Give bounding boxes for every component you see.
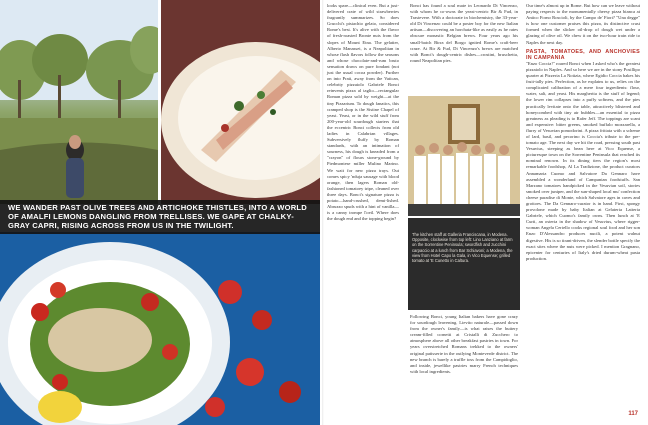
- photo-caption-text: The kitchen staff at Galleria Franciscana, in Modena. Opposite, clockwise from top left: Lino Lanziano at farm on the Sorrentine Peninsula; swordfish and zucchini carpaccio at a lunch from Bar Schiavoni; a Modena, the view from Hotel Capo la Gala, in Vico Equense; grilled tomato at 'E Cunetto in Caltura.: [412, 232, 513, 264]
- column-2-text: Bonci has found a soul mate in Leonardo Di Vincenzo, with whom he co-owns the yeast-centric Bir & Fud, in Trastevere. With a doctorate in biochemistry, the 33-year-old Di Vincenzo could be a poster boy for the new Italian artisan—discovering an horchata-like as easily as he rates obscure monastic Belgian brews. Four years ago his small-batch Birra del Borgo ignited Rome's craft-beer craze. At Bir & Fud, Di Vincenzo's brews are matched with Bonci's dough-centric dishes—crostini, bruschetta, round Neapolitan pies.: [410, 3, 518, 63]
- column-3-text: Our time's almost up in Rome. But how can we leave without paying respects to the monumentally cheesy pizza bianca at Antico Forno Roscioli, by the Campo de' Fiori? "Una degge" is how one customer praises this pizza, its distinctive crust formed when the slicker oil-drop of dough wet under a glazing of olive oil. We chew it on the two-hour train ride to Naples the next day.: [526, 3, 640, 45]
- column-3-lower-text: "Enzo Coccia!" roared Bonci when I asked who's the greatest pizzaiolo in Naples. And so here we are in the stony Posillipo quarter at Pizzeria La Notizia, where Egidio Coccia bakes his fruit-tally pies. Perfection, as he explains to us, relies on the complicated calibration of a mere four ingredients: flour, water, salt, and yeast. His margherita is the stuff of legend; the lower rim collapses into a puffy softness, and the pies practically levitate onto the table, attractively blistered and honeycombed with tiny air bubbles—an essential to pizza greatness as pleading is to Rafer Jeff. The toppings are scant and expensive: bitter greens, smoked buffalo mozzarella, a flurry of Vesuvian pomodorini. A pizza frittata with a scheme of lard, basil, and pecorino is Coccia's tribute to the pre-tomato age. The next day we hit the road, pressing south past Vesuvius, steeping as bean here at Vico Equense, a picturesque town on the Sorrentine Peninsula that reached its nominal renown. In its dining tiers the region's most remarkable foodshop, Al La Tradizione, the product curators Annamaria Cuomo and Salvatore Da Gennaro have assembled a wonderland of Campanian foodstuffs. San Marzano tomatoes handpicked in the Vesuvian soil, stories smoked over juniper, and the sun-shaped local mu' confection cheese paradise di Monte, which Salvatore ages in caves and grottoes. The Da Gennaro-curator is in hand. First, spongy provolone made by baby Italian at Gelateria Latteria Gabriele, which Cuomo's family owns. Then lunch at 'E Curti, an osteria in the shadow of Vesuvius, where rigger-woman Angela Ceriello cooks regional soul food and her son Enzo D'Alessandro produces nucili, a potent walnut digestive. His is so tirant-driven, the slender bottle specify the exact sites where the nuts were picked. I mention Gragnano, epicenter for centuries of Italy's dried durum-wheat pasta production.: [526, 60, 640, 261]
- photo-kitchen-staff: [408, 96, 520, 216]
- text-column-2: [410, 3, 518, 64]
- column-1-text: looks spare—clinical even. But a just-delivered crate of wild strawberries fragrantly summarizes. So does Grucchi's pistachio gelato, considered Rome's best. It's alive with the flavor of fresh-roasted Bronte nuts from the slopes of Mount Etna. The gelatier, Alberto Manassei, is a Neapolitan in whose flash flavors follow the seasons and whose chocolate-and-rum bruto sensation draws on pure fondant (not just the usual cocoa powder). Further on into Prati, away from the Vatican, celebrity pizzaiolo Gabriele Bonci reinvents pizza al taglio—rectangular Roman pizza sold by weight—at the tiny Pizzarium. To dough fanatics, this cramped shop is the Sistine Chapel of yeast. Yeast, or in the wild stuff from 200-year-old sourdough starters that the eccentric Bonci collects from old ladies in Calabrian villages. Subversively fluffy by Roman standards, with an intimation of sourness, his dough is kneaded from a "crayon" of flours stone-ground by Piedmontese miller Mulino Marino. We wait for new pizza trays. Out comes spicy 'nduja sausage with blood orange, then lagers Roman old-fashioned tomatoey tripe, cleaned over three days. Bonci's signature pizza is potato—hand-crushed, demi-lished. Abruzzo spuds with a hint of vanilla—is a canny trompe l'oeil. Where does the dough end and the topping begin?: [327, 3, 399, 222]
- photo-caption: [412, 232, 516, 263]
- staff-illustration: [408, 96, 520, 216]
- photo-plated-dish: [161, 0, 320, 204]
- column-2-lower-text: Following Bonci, young Italian bakers have gone crazy for sourdough leavening. Lievito naturale—passed down from the owner's family—is what raises the buttery cream-filled cornetti at Cristalli di Zucchero to atmosphere above all other breakfast pastries in town. For years overstretched Romans trekked to the owners' original patisserie in the outlying Monteverde district. The new branch is barely a truffle toss from the Campidoglio, and inside, jewellike pastries marry French techniques with local ingredients.: [410, 314, 518, 374]
- page-number: 117: [628, 411, 638, 417]
- dish-illustration: [161, 0, 320, 204]
- caption-banner: [0, 200, 320, 234]
- photo-swordfish-plate: [0, 232, 320, 425]
- page-gutter: [322, 0, 324, 425]
- text-column-1: [327, 3, 399, 222]
- plate-illustration: [0, 232, 320, 425]
- text-column-3: [526, 3, 640, 262]
- photo-olive-grove: [0, 0, 158, 204]
- banner-caption: WE WANDER PAST OLIVE TREES AND ARTICHOKE THISTLES, INTO A WORLD OF AMALFI LEMONS DANGLING FROM TRELLISES. WE GAPE AT CHALKY-GRAY CAPRI, RISING ACROSS FROM US IN THE TWILIGHT.: [8, 203, 307, 231]
- olive-grove-illustration: [0, 0, 158, 204]
- section-subhead: PASTA, TOMATOES, AND ANCHOVIES IN CAMPANIA: [526, 48, 640, 61]
- text-column-2-lower: [410, 314, 518, 375]
